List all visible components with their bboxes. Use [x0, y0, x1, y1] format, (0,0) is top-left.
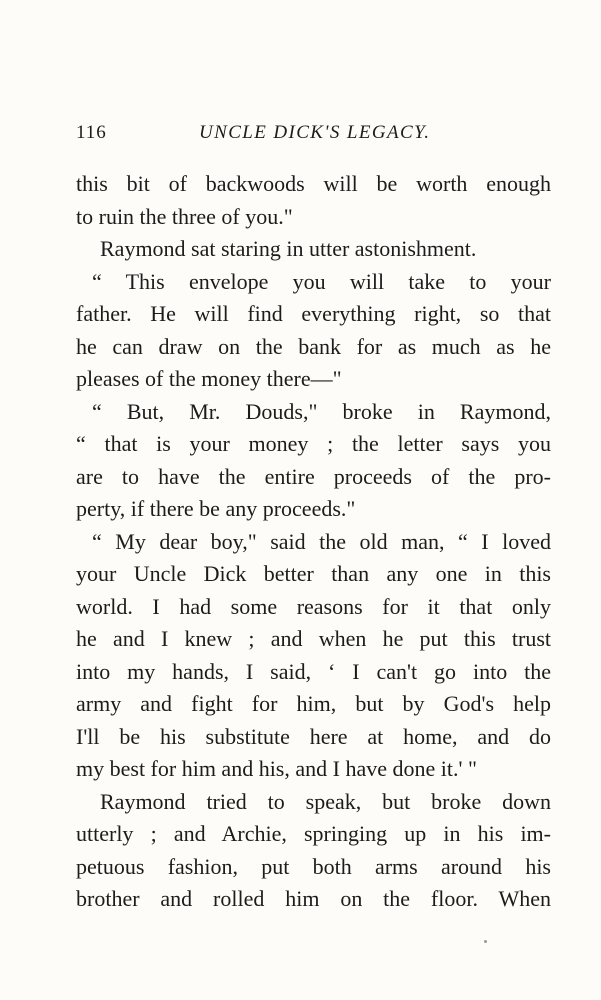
text-line: “ But, Mr. Douds," broke in Raymond,: [92, 398, 551, 424]
text-line: “ This envelope you will take to your: [92, 268, 551, 294]
text-line: he can draw on the bank for as much as he: [76, 333, 551, 359]
running-head: [76, 122, 551, 146]
text-line: my best for him and his, and I have done it.' ": [76, 756, 477, 781]
text-line: he and I knew ; and when he put this trust: [76, 626, 551, 651]
text-line: I'll be his substitute here at home, and do: [76, 723, 551, 749]
paper-speck: [484, 940, 487, 943]
running-title: UNCLE DICK'S LEGACY.: [199, 122, 431, 143]
text-line: “ that is your money ; the letter says you: [76, 431, 551, 456]
text-line: your Uncle Dick better than any one in this: [76, 561, 551, 586]
text-line: petuous fashion, put both arms around his: [76, 853, 551, 879]
page-number: 116: [76, 122, 107, 143]
text-line: into my hands, I said, ‘ I can't go into the: [76, 658, 551, 684]
text-line: are to have the entire proceeds of the pro-: [76, 463, 551, 489]
text-line: perty, if there be any proceeds.": [76, 496, 356, 521]
text-line: army and fight for him, but by God's help: [76, 691, 551, 716]
text-line: world. I had some reasons for it that only: [76, 593, 551, 619]
text-line: utterly ; and Archie, springing up in his im-: [76, 821, 551, 846]
text-line: brother and rolled him on the floor. When: [76, 886, 551, 911]
body-text: [76, 168, 551, 916]
text-line: Raymond tried to speak, but broke down: [100, 788, 551, 814]
text-line: this bit of backwoods will be worth enough: [76, 171, 551, 196]
text-line: “ My dear boy," said the old man, “ I loved: [92, 528, 551, 554]
text-line: Raymond sat staring in utter astonishment.: [100, 236, 477, 261]
text-line: father. He will find everything right, so that: [76, 301, 551, 326]
text-line: to ruin the three of you.": [76, 203, 293, 229]
text-line: pleases of the money there—": [76, 366, 342, 391]
